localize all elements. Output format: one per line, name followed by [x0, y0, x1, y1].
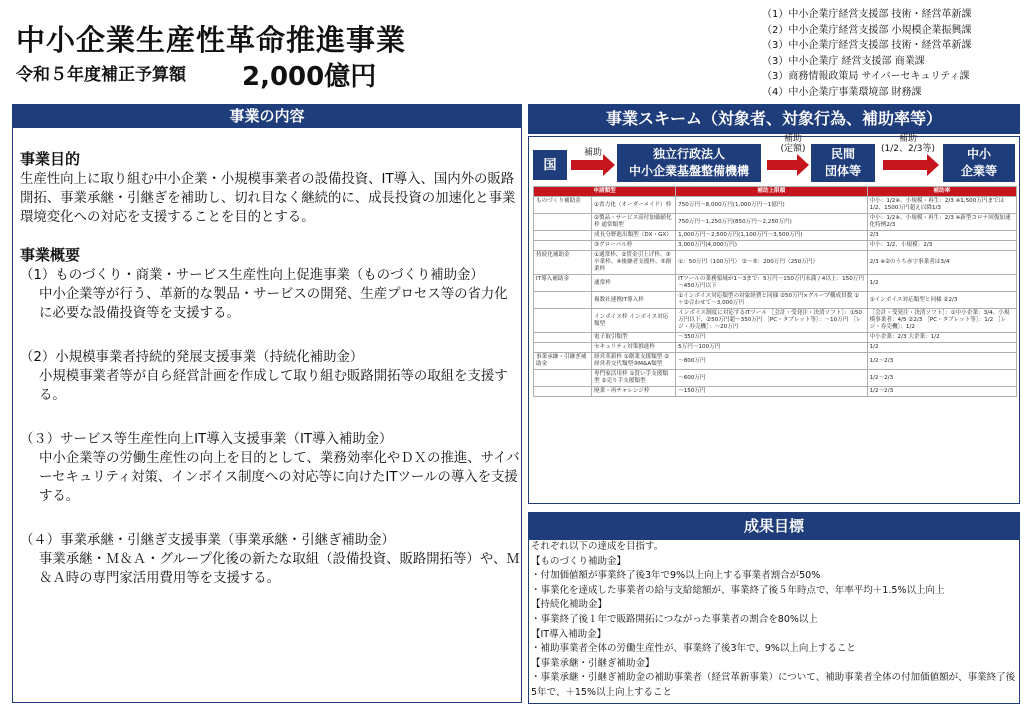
table-cell: ①省力化（オーダーメイド）枠	[592, 197, 676, 214]
table-row	[534, 333, 1017, 343]
overview-item-heading: （1）ものづくり・商業・サービス生産性向上促進事業（ものづくり補助金）	[20, 268, 484, 283]
results-line: ・付加価値額が事業終了後3年で9%以上向上する事業者割合が50%	[531, 570, 821, 582]
table-cell: ①通常枠、②賃金引上げ枠、③卒業枠、④後継者支援枠、⑤創業枠	[592, 251, 676, 275]
results-line: 【持続化補助金】	[531, 599, 608, 611]
overview-item	[20, 430, 520, 506]
table-cell: 750万円～1,250万円(850万円～2,250万円)	[676, 214, 867, 231]
table-row	[534, 197, 1017, 214]
table-row	[534, 231, 1017, 241]
table-cell-category: 事業承継・引継ぎ補助金	[534, 353, 592, 370]
table-header-row	[534, 187, 1017, 197]
purpose-heading: 事業目的	[20, 150, 81, 168]
flow-arrow	[883, 160, 927, 170]
results-header: 成果目標	[528, 512, 1020, 540]
table-row	[534, 343, 1017, 353]
table-cell: ①インボイス対応類型と同様 ②2/3	[867, 292, 1016, 309]
table-cell: 廃業・再チャレンジ枠	[592, 387, 676, 397]
overview-item-body: 事業承継・Ｍ＆Ａ・グループ化後の新たな取組（設備投資、販路開拓等）や、Ｍ＆Ａ時の専門家活用費用等を支援する。	[39, 552, 520, 586]
table-cell-category	[534, 231, 592, 241]
results-body	[531, 540, 1017, 701]
table-cell: 専門家活用枠 ①買い手支援類型 ②売り手支援類型	[592, 370, 676, 387]
overview-item-body: 小規模事業者等が自ら経営計画を作成して取り組む販路開拓等の取組を支援する。	[39, 369, 508, 403]
table-row	[534, 387, 1017, 397]
table-cell: 1/2～2/3	[867, 387, 1016, 397]
flow-arrow	[571, 160, 603, 170]
table-cell: ～350万円	[676, 333, 867, 343]
table-cell: 1/2	[867, 343, 1016, 353]
table-cell: 1/2～2/3	[867, 353, 1016, 370]
results-line: ・事業終了後１年で販路開拓につながった事業者の割合を80%以上	[531, 613, 818, 625]
table-cell: 1/2	[867, 275, 1016, 292]
table-cell: 3,000万円(4,000万円)	[676, 241, 867, 251]
table-header: 申請類型	[534, 187, 676, 197]
purpose-text: 生産性向上に取り組む中小企業・小規模事業者の設備投資、IT導入、国内外の販路開拓、事業承継・引継ぎを補助し、切れ目なく継続的に、成長投資の加速化と事業環境変化への対応を支援することを目的とする。	[20, 172, 516, 225]
overview-item-body: 中小企業等が行う、革新的な製品・サービスの開発、生産プロセス等の省力化に必要な設備投資等を支援する。	[39, 287, 508, 321]
table-cell: ～800万円	[676, 353, 867, 370]
department-item: （1）中小企業庁経営支援部 技術・経営革新課	[762, 9, 972, 20]
table-cell: 経営革新枠 ①創業支援類型 ②経営者交代類型③M&A類型	[592, 353, 676, 370]
department-list	[762, 7, 1020, 101]
table-cell-category	[534, 387, 592, 397]
table-cell-category	[534, 370, 592, 387]
table-cell: 1,000万円～2,500万円(1,100万円～3,500万円)	[676, 231, 867, 241]
table-cell-category	[534, 292, 592, 309]
flow-arrow	[767, 160, 797, 170]
table-cell: ［会計・受発注・決済ソフト］：①中小企業：3/4、小規模事業者：4/5 ②2/3 ［PC・タブレット等］：1/2 ［レジ・券売機］：1/2	[867, 309, 1016, 333]
table-cell: ～600万円	[676, 370, 867, 387]
content-header: 事業の内容	[12, 104, 522, 128]
results-line: ・事業化を達成した事業者の給与支給総額が、事業終了後５年時点で、年率平均＋1.5%以上向上	[531, 584, 945, 596]
table-header: 補助率	[867, 187, 1016, 197]
scheme-header: 事業スキーム（対象者、対象行為、補助率等）	[528, 104, 1020, 134]
table-cell: セキュリティ対策推進枠	[592, 343, 676, 353]
table-cell: 通常枠	[592, 275, 676, 292]
table-cell: 中小：1/2※、小規模・再生：2/3 ※1,500万円までは1/2、1500万円超え以降1/3	[867, 197, 1016, 214]
results-line: 【IT導入補助金】	[531, 628, 607, 640]
table-row	[534, 309, 1017, 333]
table-cell: 成長分野進出類型（DX・GX）	[592, 231, 676, 241]
overview-item	[20, 348, 520, 405]
table-cell-category	[534, 343, 592, 353]
results-line: ・補助事業者全体の労働生産性が、事業終了後3年で、9%以上向上すること	[531, 643, 856, 655]
arrow-label: 補助 (定額)	[780, 134, 806, 154]
table-cell: ①：50万円（100万円） ②～⑤：200万円（250万円）	[676, 251, 867, 275]
table-cell-category	[534, 333, 592, 343]
table-row	[534, 275, 1017, 292]
table-cell: ITツールの業務領域が1～3まで：5万円～150万円未満 / 4以上：150万円～450万円以下	[676, 275, 867, 292]
table-header: 補助上限額	[676, 187, 867, 197]
results-line: 【事業承継・引継ぎ補助金】	[531, 657, 655, 669]
table-cell: 中小：1/2、小規模：2/3	[867, 241, 1016, 251]
content-body	[20, 150, 520, 588]
budget-amount: 2,000億円	[242, 62, 377, 92]
scheme-flow	[533, 134, 1017, 184]
table-row	[534, 370, 1017, 387]
table-cell: ～150万円	[676, 387, 867, 397]
overview-heading: 事業概要	[20, 246, 81, 264]
overview-item	[20, 266, 520, 323]
table-row	[534, 214, 1017, 231]
table-cell: ②製品・サービス高付加価値化枠 通常類型	[592, 214, 676, 231]
table-cell-category	[534, 214, 592, 231]
table-cell-category	[534, 309, 592, 333]
table-cell: 750万円～8,000万円(1,000万円～1億円)	[676, 197, 867, 214]
arrow-label: 補助 (1/2、2/3等)	[881, 134, 935, 154]
table-row	[534, 353, 1017, 370]
table-cell: 電子取引類型	[592, 333, 676, 343]
table-cell: インボイス制度に対応するITツール ［会計・受発注・決済ソフト］：①50万円以下、②50万円超～350万円 ［PC・タブレット等］：～10万円 ［レジ・券売機］：～20万円	[676, 309, 867, 333]
table-cell: 中小企業：2/3 大企業：1/2	[867, 333, 1016, 343]
results-line: 【ものづくり補助金】	[531, 555, 627, 567]
subsidy-table	[533, 186, 1017, 397]
results-line: ・事業承継・引継ぎ補助金の補助事業者（経営革新事業）について、補助事業者全体の付加価値額が、事業終了後5年で、＋15%以上向上すること	[531, 672, 1016, 698]
table-cell: ③グローバル枠	[592, 241, 676, 251]
department-item: （3）商務情報政策局 サイバーセキュリティ課	[762, 71, 970, 83]
country-box: 国	[533, 150, 567, 180]
table-row	[534, 241, 1017, 251]
overview-item-heading: （４）事業承継・引継ぎ支援事業（事業承継・引継ぎ補助金）	[20, 533, 395, 548]
results-line: それぞれ以下の達成を目指す。	[531, 541, 664, 552]
overview-item-body: 中小企業等の労働生産性の向上を目的として、業務効率化やＤＸの推進、サイバーセキュリティ対策、インボイス制度への対応等に向けたITツールの導入を支援する。	[39, 451, 520, 504]
budget-label: 令和５年度補正予算額	[16, 65, 186, 85]
table-cell-category	[534, 241, 592, 251]
department-item: （4）中小企業庁事業環境部 財務課	[762, 86, 922, 98]
table-cell: 1/2～2/3	[867, 370, 1016, 387]
department-item: （3）中小企業庁 経営支援部 商業課	[762, 55, 925, 67]
department-item: （2）中小企業庁経営支援部 小規模企業振興課	[762, 24, 972, 36]
department-item: （3）中小企業庁経営支援部 技術・経営革新課	[762, 40, 972, 52]
table-cell: 2/3 ※②のうち赤字事業者は3/4	[867, 251, 1016, 275]
table-cell: 2/3	[867, 231, 1016, 241]
private-org-box: 民間 団体等	[811, 144, 875, 182]
table-row	[534, 251, 1017, 275]
overview-item-heading: （2）小規模事業者持続的発展支援事業（持続化補助金）	[20, 350, 364, 365]
table-cell: 複数社連携IT導入枠	[592, 292, 676, 309]
page-title: 中小企業生産性革命推進事業	[16, 23, 407, 57]
overview-item-heading: （３）サービス等生産性向上IT導入支援事業（IT導入補助金）	[20, 432, 393, 447]
sme-box: 中小 企業等	[943, 144, 1015, 182]
table-cell: ①インボイス対応類型の対象経費と同様 ②50万円×グループ構成員数 ①＋②合わせて～3,000万円	[676, 292, 867, 309]
table-cell-category: ものづくり補助金	[534, 197, 592, 214]
table-cell: 5万円～100万円	[676, 343, 867, 353]
arrow-label: 補助	[583, 148, 602, 158]
table-row	[534, 292, 1017, 309]
agency-box: 独立行政法人 中小企業基盤整備機構	[617, 144, 761, 182]
table-cell: 中小：1/2※、小規模・再生：2/3 ※新型コロナ回復加速化特例2/3	[867, 214, 1016, 231]
table-cell-category: IT導入補助金	[534, 275, 592, 292]
table-cell-category: 持続化補助金	[534, 251, 592, 275]
table-cell: インボイス枠 インボイス対応類型	[592, 309, 676, 333]
overview-item	[20, 531, 520, 588]
